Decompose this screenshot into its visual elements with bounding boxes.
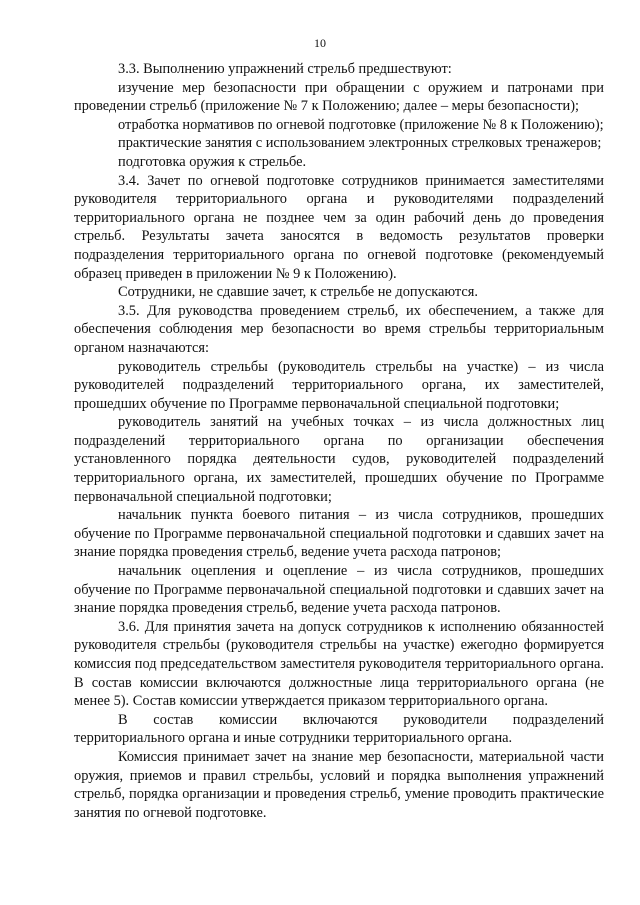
list-item-training-point-supervisor: руководитель занятий на учебных точках – из числа должностных лиц подразделений территориального органа по организации обеспечения установленного порядка деятельности судов, руководителей подразделений территориального органа, их заместителей, прошедших обучение по Программе первоначальной специальной подготовки;	[74, 414, 604, 505]
list-item-norms-practice: отработка нормативов по огневой подготовке (приложение № 8 к Положению);	[118, 116, 604, 133]
paragraph-commission-members: В состав комиссии включаются руководители подразделений территориального органа и иные сотрудники территориального органа.	[74, 711, 604, 747]
list-item-shooting-supervisor: руководитель стрельбы (руководитель стрельбы на участке) – из числа руководителей подразделений территориального органа, их заместителей, прошедших обучение по Программе первоначальной специальной подготовки;	[74, 358, 604, 412]
list-item-ammo-point-chief: начальник пункта боевого питания – из числа сотрудников, прошедших обучение по Программе первоначальной специальной подготовки и сдавших зачет на знание порядка проведения стрельб, ведение учета расхода патронов;	[74, 507, 604, 561]
list-item-simulator-training: практические занятия с использованием электронных стрелковых тренажеров;	[118, 135, 602, 152]
paragraph-3-3: 3.3. Выполнению упражнений стрельб предшествуют:	[118, 61, 452, 77]
paragraph-commission-duties: Комиссия принимает зачет на знание мер безопасности, материальной части оружия, приемов и правил стрельбы, условий и порядка выполнения упражнений стрельб, порядка организации и проведения стрельб, умение проводить практические занятия по огневой подготовке.	[74, 748, 604, 821]
page-number: 10	[314, 36, 326, 50]
paragraph-no-admission: Сотрудники, не сдавшие зачет, к стрельбе не допускаются.	[118, 284, 479, 301]
list-item-cordon-chief: начальник оцепления и оцепление – из числа сотрудников, прошедших обучение по Программе первоначальной специальной подготовки и сдавших зачет на знание порядка проведения стрельб, ведение учета расхода патронов.	[74, 563, 604, 617]
paragraph-3-4: 3.4. Зачет по огневой подготовке сотрудников принимается заместителями руководителя территориального органа и руководителями подразделений территориального органа не позднее чем за один рабочий день до проведения стрельб. Результаты зачета заносятся в ведомость результатов проверки подразделения территориального органа по огневой подготовке (рекомендуемый образец приведен в приложении № 9 к Положению).	[74, 172, 604, 282]
document-body	[74, 60, 604, 822]
paragraph-3-5: 3.5. Для руководства проведением стрельб, их обеспечением, а также для обеспечения соблюдения мер безопасности во время стрельбы территориальным органом назначаются:	[74, 302, 604, 356]
list-item-safety-study: изучение мер безопасности при обращении с оружием и патронами при проведении стрельб (приложение № 7 к Положению; далее – меры безопасности);	[74, 79, 604, 115]
list-item-weapon-preparation: подготовка оружия к стрельбе.	[118, 153, 307, 170]
paragraph-3-6: 3.6. Для принятия зачета на допуск сотрудников к исполнению обязанностей руководителя стрельбы (руководителя стрельбы на участке) ежегодно формируется комиссия под председательством заместителя руководителя территориального органа. В состав комиссии включаются должностные лица территориального органа (не менее 5). Состав комиссии утверждается приказом территориального органа.	[74, 618, 604, 710]
